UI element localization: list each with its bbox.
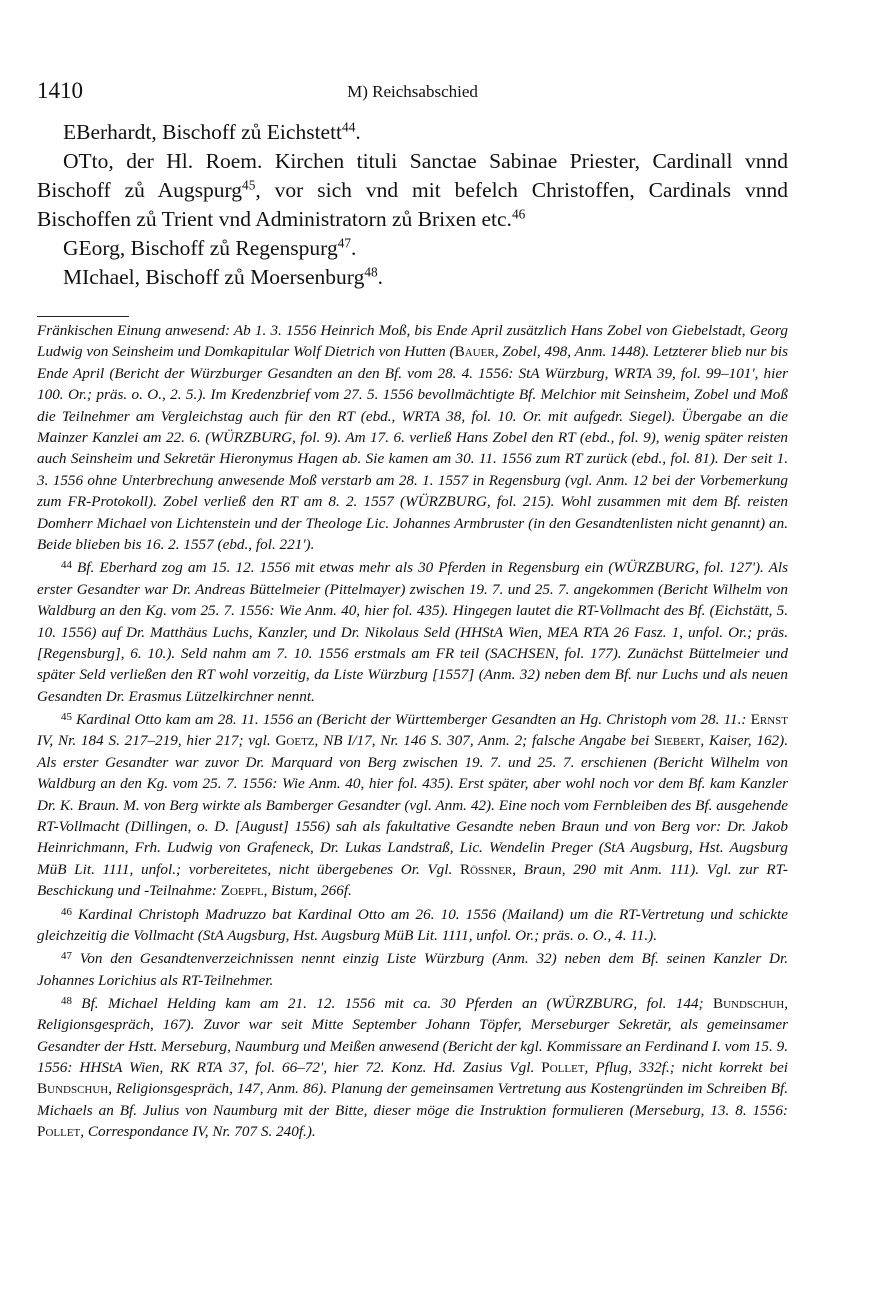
footnote-ref-46[interactable]: 46 bbox=[511, 206, 526, 222]
main-text bbox=[37, 118, 788, 292]
footnote-number: 48 bbox=[61, 994, 72, 1007]
footnote-number: 47 bbox=[61, 950, 72, 963]
footnote-45: $^{45}$ Kardinal Otto kam am 28. 11. 1556 an (Bericht der Württemberger Gesandten an Hg. Christoph vom 28. 11.: Ernst IV, Nr. 184 S. 217–219, hier 217; vgl. Goetz, NB I/17, Nr. 146 S. 307, Anm. 2; falsche Angabe bei Siebert, Kaiser, 162). Als erster Gesandter war zuvor Dr. Marquard von Berg zwischen 19. 7. und 25. 7. erschienen (Bericht Wilhelm von Waldburg an den Kg. vom 25. 7. 1556: Wie Anm. 40, hier fol. 435). Erst später, aber wohl noch vor dem Bf. kam Kanzler Dr. K. Braun. M. von Berg wirkte als Bamberger Gesandter (vgl. Anm. 42). Eine noch vom Fernbleiben des Bf. ausgehende RT-Vollmacht (Dillingen, o. D. [August] 1556) sah als fakultative Gesandte neben Braun und von Berg vor: Dr. Jakob Heinrichmann, Frh. Ludwig von Grafeneck, Dr. Lukas Landstraß, Lic. Wendelin Preger (StA Augsburg, Hst. Augsburg MüB Lit. 1111, unfol.; vorbereitetes, nicht übergebenes Or. Vgl. Rössner, Braun, 290 mit Anm. 111). Vgl. zur RT-Beschickung und -Teilnahme: Zoepfl, Bistum, 266f. bbox=[37, 710, 789, 900]
footnote-48: $^{48}$ Bf. Michael Helding kam am 21. 12. 1556 mit ca. 30 Pferden an (WÜRZBURG, fol. 144; Bundschuh, Religionsgespräch, 167). Zuvor war seit Mitte September Johann Töpfer, Merseburger Sekretär, als gemeinsamer Gesandter der Hstt. Merseburg, Naumburg und Meißen anwesend (Bericht der kgl. Kommissare an Ferdinand I. vom 15. 9. 1556: HHStA Wien, RK RTA 37, fol. 66–72', hier 72. Konz. Hd. Zasius Vgl. Pollet, Pflug, 332f.; nicht korrekt bei Bundschuh, Religionsgespräch, 147, Anm. 86). Planung der gemeinsamen Vertretung aus Kostengründen im Schreiben Bf. Michaels an Bf. Julius von Naumburg mit der Bitte, dieser möge die Instruktion formulieren (Merseburg, 13. 8. 1556: Pollet, Correspondance IV, Nr. 707 S. 240f.). bbox=[37, 994, 788, 1141]
footnote-46: $^{46}$ Kardinal Christoph Madruzzo bat Kardinal Otto am 26. 10. 1556 (Mailand) um die RT-Vertretung und schickte gleichzeitig die Vollmacht (StA Augsburg, Hst. Augsburg MüB Lit. 1111, unfol. Or.; präs. o. O., 4. 11.). bbox=[37, 905, 789, 944]
footnote-ref-48[interactable]: 48 bbox=[364, 264, 378, 280]
footnote-ref-47[interactable]: 47 bbox=[337, 235, 352, 251]
footnote-47: $^{47}$ Von den Gesandtenverzeichnissen nennt einzig Liste Würzburg (Anm. 32) neben dem Bf. seinen Kanzler Dr. Johannes Lorichius als RT-Teilnehmer. bbox=[37, 950, 789, 989]
running-head: M) Reichsabschied bbox=[347, 82, 478, 101]
footnote-continued: Fränkischen Einung anwesend: Ab 1. 3. 1556 Heinrich Moß, bis Ende April zusätzlich Hans Zobel von Giebelstadt, Georg Ludwig von Seinsheim und Domkapitular Wolf Dietrich von Hutten (Bauer, Zobel, 498, Anm. 1448). Letzterer blieb nur bis Ende April (Bericht der Würzburger Gesandten an den Bf. vom 28. 4. 1556: StA Würzburg, WRTA 39, fol. 99–101', hier 100. Or.; präs. o. O., 2. 5.). Im Kredenzbrief vom 27. 5. 1556 bevollmächtigte Bf. Melchior mit Seinsheim, Zobel und Moß die Teilnehmer am Vergleichstag auch für den RT (ebd., WRTA 38, fol. 10. Or. mit aufgedr. Siegel). Übergabe an die Mainzer Kanzlei am 22. 6. (WÜRZBURG, fol. 9). Am 17. 6. verließ Hans Zobel den RT (ebd., fol. 9), wenig später reisten auch Seinsheim und Sekretär Hieronymus Hagen ab. Sie kamen am 30. 11. 1556 zum RT zurück (ebd., fol. 81). Der seit 1. 3. 1556 ohne Unterbrechung anwesende Moß verstarb am 28. 1. 1557 in Regensburg (vgl. Anm. 12 bei der Vorbemerkung zum FR-Protokoll). Zobel verließ den RT am 8. 2. 1557 (WÜRZBURG, fol. 215). Wohl zusammen mit dem Bf. reisten Domherr Michael von Lichtenstein und der Theologe Lic. Johannes Armbruster (in den Gesandtenlisten nicht genannt) an. Beide blieben bis 16. 2. 1557 (ebd., fol. 221'). bbox=[37, 322, 788, 554]
page-header bbox=[37, 78, 788, 108]
entry-eberhardt: EBerhardt, Bischoff zů Eichstett$^{44}$. bbox=[63, 119, 361, 144]
footnote-number: 44 bbox=[61, 559, 72, 572]
page-number: 1410 bbox=[37, 78, 83, 103]
footnote-separator bbox=[37, 316, 129, 317]
footnotes bbox=[37, 320, 788, 1143]
entry-otto: OTto, der Hl. Roem. Kirchen tituli Sanctae Sabinae Priester, Cardinall vnnd Bischoff zů Augspurg$^{45}$, vor sich vnd mit befelch Christoffen, Cardinals vnnd Bischoffen zů Trient vnd Administratorn zů Brixen etc.$^{46}$ bbox=[37, 149, 788, 231]
footnote-44: $^{44}$ Bf. Eberhard zog am 15. 12. 1556 mit etwas mehr als 30 Pferden in Regensburg ein (WÜRZBURG, fol. 127'). Als erster Gesandter war Dr. Andreas Büttelmeier (Pittelmayer) zwischen 19. 7. und 25. 7. angekommen (Bericht Wilhelm von Waldburg an den Kg. vom 25. 7. 1556: Wie Anm. 40, hier fol. 435). Hingegen lautet die RT-Vollmacht des Bf. (Eichstätt, 5. 10. 1556) auf Dr. Matthäus Luchs, Kanzler, und Dr. Nikolaus Seld (HHStA Wien, MEA RTA 26 Fasz. 1, unfol. Or.; präs. [Regensburg], 6. 10.). Seld nahm am 7. 10. 1556 erstmals am FR teil (SACHSEN, fol. 177). Zunächst Büttelmeier und später Seld verließen den RT wohl vorzeitig, da Liste Würzburg [1557] (Anm. 32) neben dem Bf. nur Luchs und als neuen Gesandten Dr. Erasmus Lützelkirchner nennt. bbox=[37, 559, 788, 705]
footnote-number: 45 bbox=[61, 711, 72, 724]
entry-michael: MIchael, Bischoff zů Moersenburg$^{48}$. bbox=[63, 264, 384, 289]
entry-georg: GEorg, Bischoff zů Regenspurg$^{47}$. bbox=[63, 235, 357, 260]
footnote-number: 46 bbox=[61, 905, 72, 918]
footnote-ref-45[interactable]: 45 bbox=[242, 177, 256, 193]
footnote-ref-44[interactable]: 44 bbox=[342, 119, 356, 135]
